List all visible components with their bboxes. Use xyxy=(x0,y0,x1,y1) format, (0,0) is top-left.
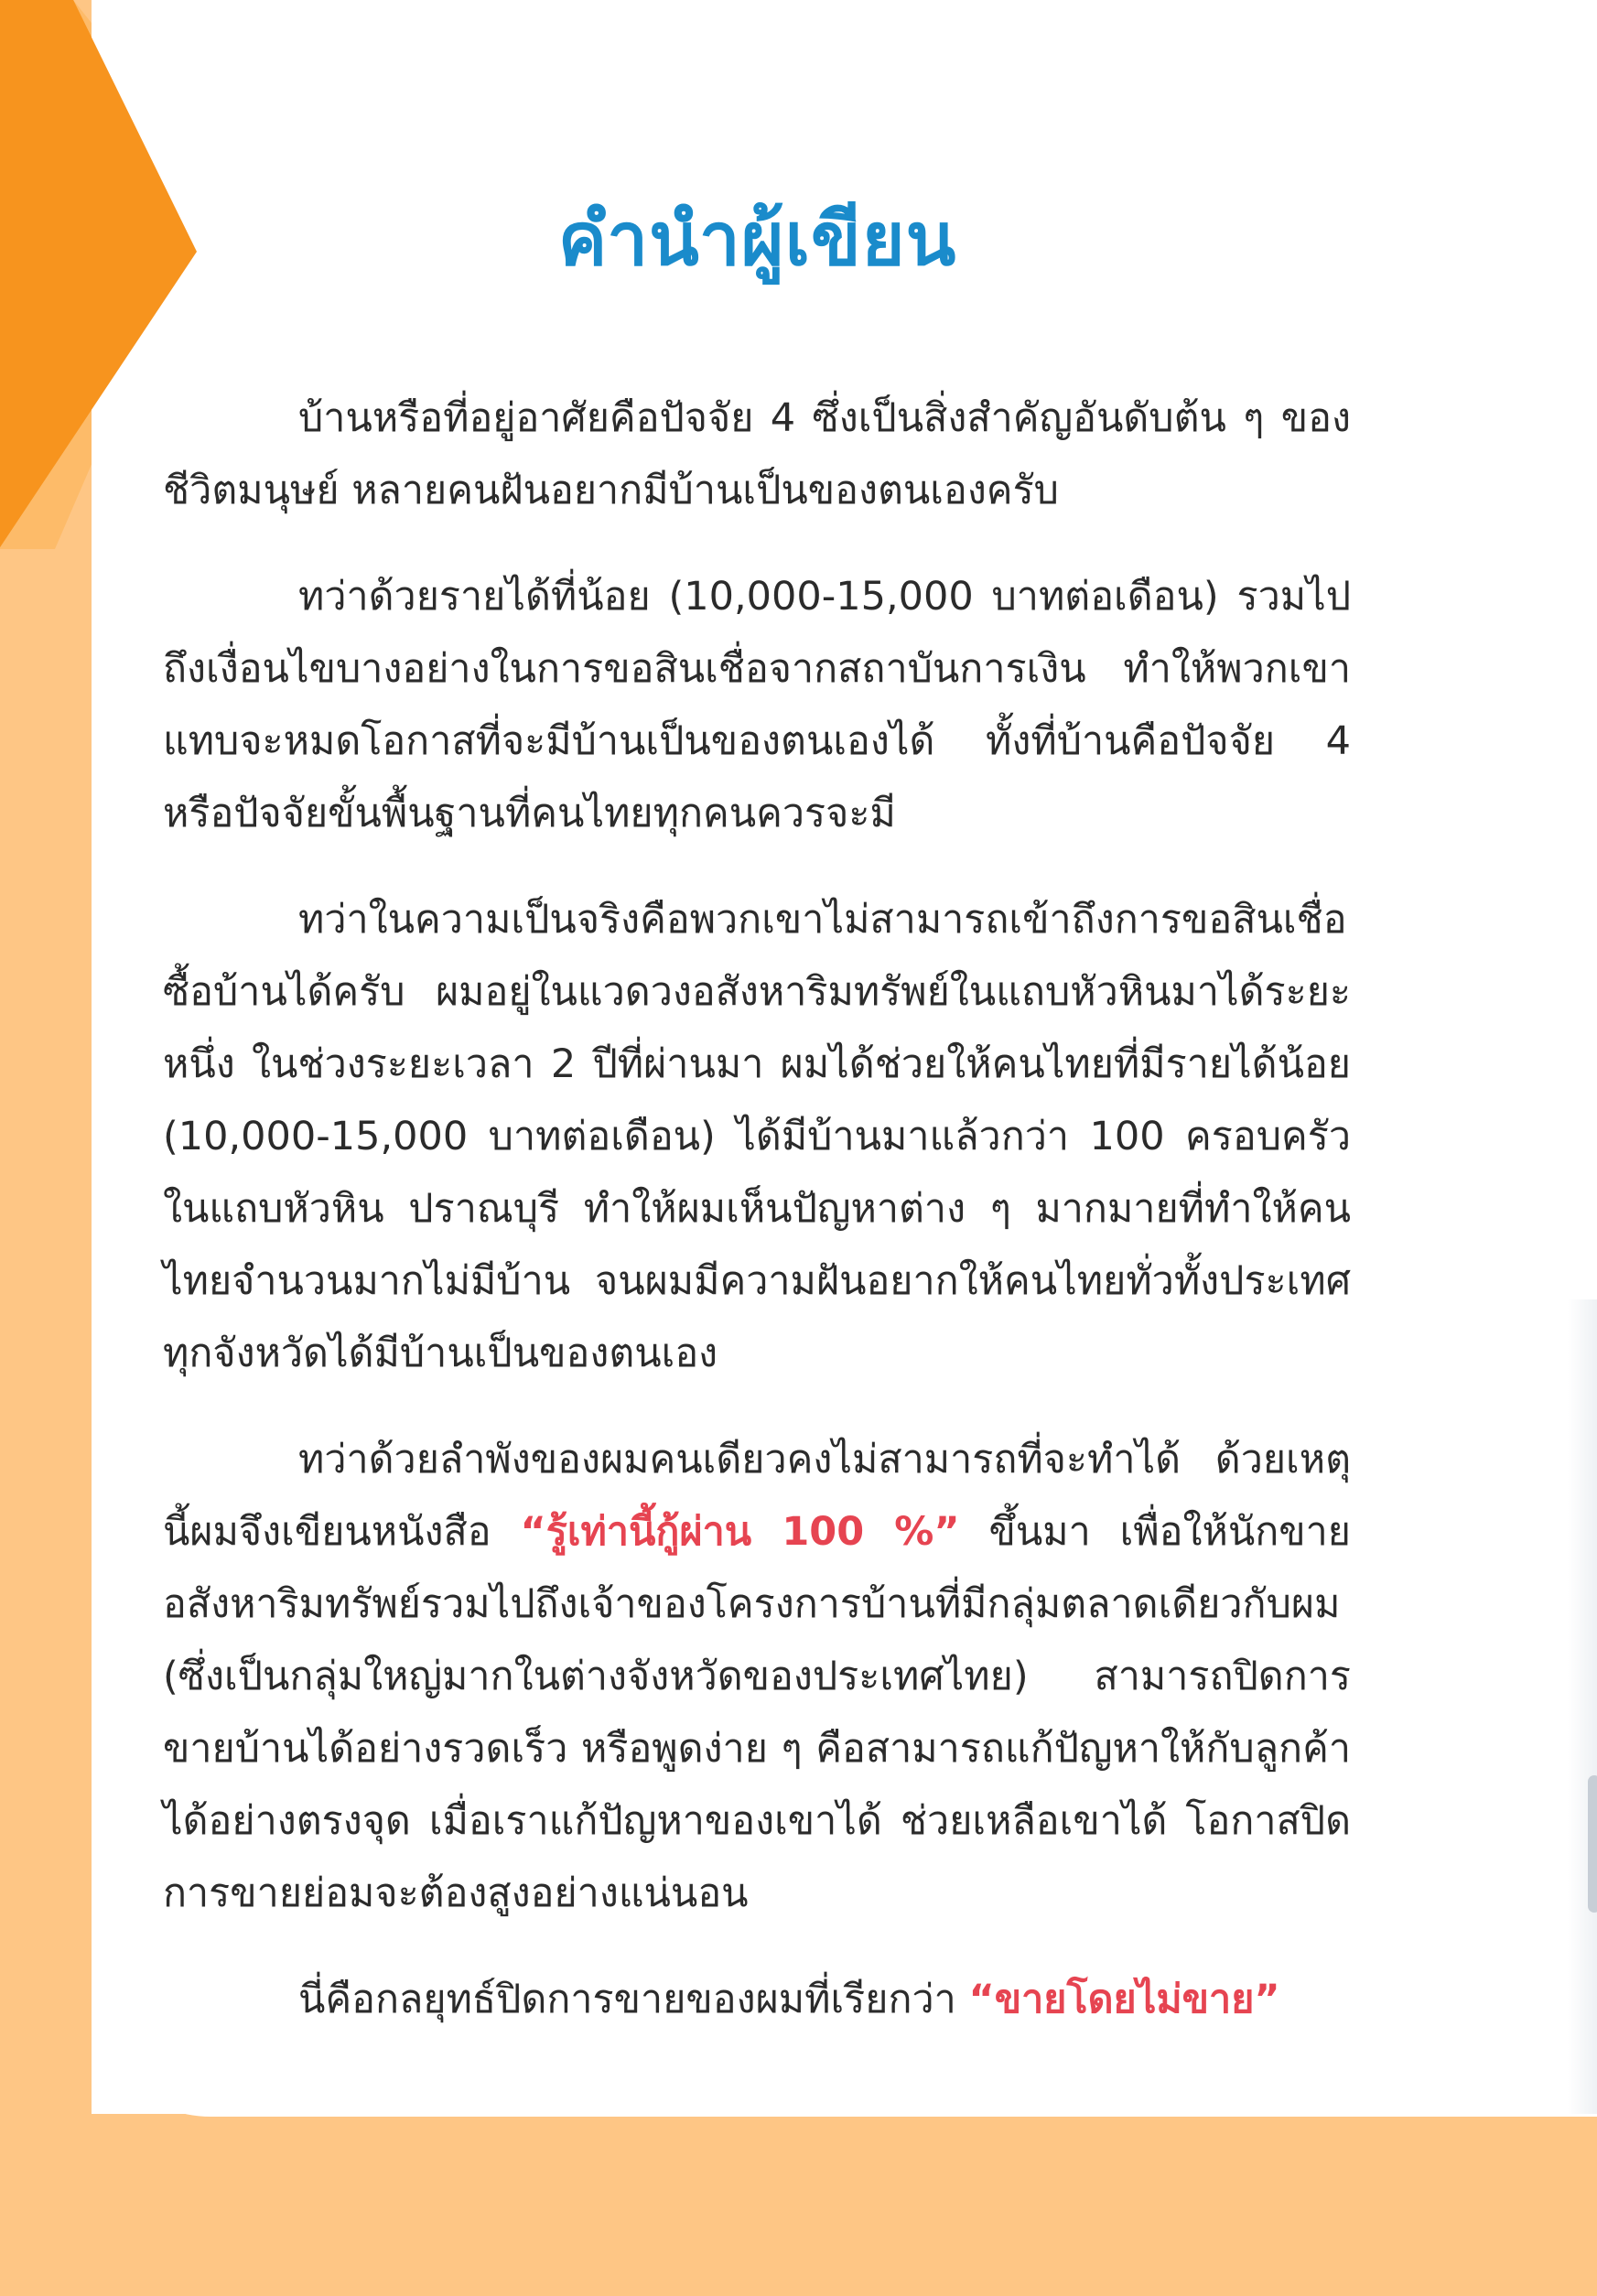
photo-object xyxy=(1588,1775,1597,1913)
foreword-body xyxy=(163,383,1351,2036)
paragraph-2: ทว่าด้วยรายได้ที่น้อย (10,000-15,000 บาทต่อเดือน) รวมไปถึงเงื่อนไขบางอย่างในการขอสินเชื่อจากสถาบันการเงิน ทำให้พวกเขาแทบจะหมดโอกาสที่จะมีบ้านเป็นของตนเองได้ ทั้งที่บ้านคือปัจจัย 4 หรือปัจจัยขั้นพื้นฐานที่คนไทยทุกคนควรจะมี xyxy=(163,574,1351,836)
paragraph-4 xyxy=(163,1424,1351,1930)
bottom-orange-band xyxy=(0,2114,1597,2296)
page-title: คำนำผู้เขียน xyxy=(557,197,957,282)
paragraph-5 xyxy=(163,1964,1351,2036)
photo-edge xyxy=(1568,1299,1597,2114)
paragraph-1: บ้านหรือที่อยู่อาศัยคือปัจจัย 4 ซึ่งเป็นสิ่งสำคัญอันดับต้น ๆ ของชีวิตมนุษย์ หลายคนฝันอยากมีบ้านเป็นของตนเองครับ xyxy=(163,395,1351,513)
strategy-highlight: “ขายโดยไม่ขาย” xyxy=(968,1977,1280,2022)
paragraph-4-text-a: ทว่าด้วยลำพังของผมคนเดียวคงไม่สามารถที่จะทำได้ ด้วยเหตุนี้ผมจึงเขียนหนังสือ xyxy=(163,1437,1351,1555)
paragraph-5-text: นี่คือกลยุทธ์ปิดการขายของผมที่เรียกว่า xyxy=(298,1977,969,2022)
paragraph-4-text-b: ขึ้นมา เพื่อให้นักขายอสังหาริมทรัพย์รวมไปถึงเจ้าของโครงการบ้านที่มีกลุ่มตลาดเดียวกับผม (ซึ่งเป็นกลุ่มใหญ่มากในต่างจังหวัดของประเทศไทย) สามารถปิดการขายบ้านได้อย่างรวดเร็ว หรือพูดง่าย ๆ คือสามารถแก้ปัญหาให้กับลูกค้าได้อย่างตรงจุด เมื่อเราแก้ปัญหาของเขาได้ ช่วยเหลือเขาได้ โอกาสปิดการขายย่อมจะต้องสูงอย่างแน่นอน xyxy=(163,1509,1351,1916)
paragraph-3: ทว่าในความเป็นจริงคือพวกเขาไม่สามารถเข้าถึงการขอสินเชื่อซื้อบ้านได้ครับ ผมอยู่ในแวดวงอสังหาริมทรัพย์ในแถบหัวหินมาได้ระยะหนึ่ง ในช่วงระยะเวลา 2 ปีที่ผ่านมา ผมได้ช่วยให้คนไทยที่มีรายได้น้อย (10,000-15,000 บาทต่อเดือน) ได้มีบ้านมาแล้วกว่า 100 ครอบครัวในแถบหัวหิน ปราณบุรี ทำให้ผมเห็นปัญหาต่าง ๆ มากมายที่ทำให้คนไทยจำนวนมากไม่มีบ้าน จนผมมีความฝันอยากให้คนไทยทั่วทั้งประเทศ ทุกจังหวัดได้มีบ้านเป็นของตนเอง xyxy=(163,897,1351,1376)
book-title-highlight: “รู้เท่านี้กู้ผ่าน 100 %” xyxy=(520,1509,960,1555)
